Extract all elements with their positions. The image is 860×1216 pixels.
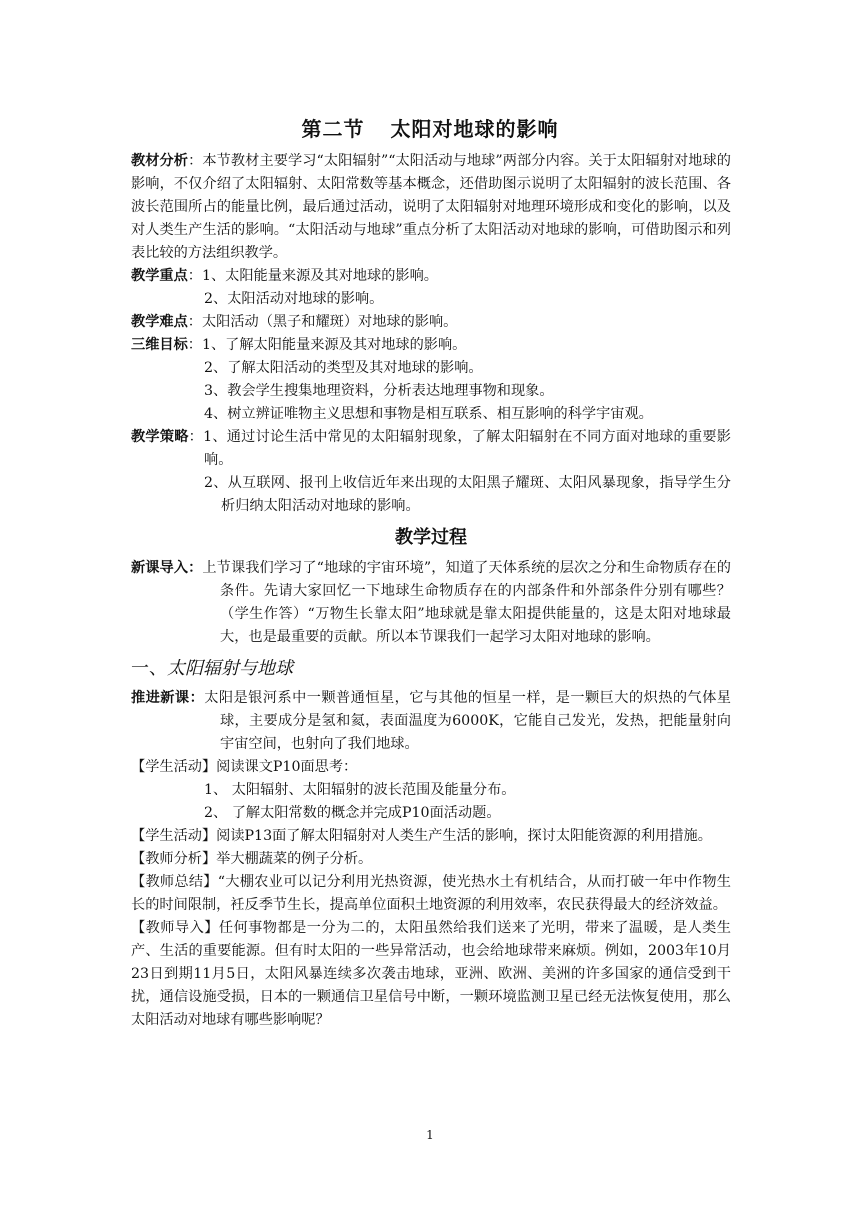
key-point-item: 2、太阳活动对地球的影响。 bbox=[204, 291, 384, 307]
strategy-item: ：1、通过讨论生活中常见的太阳辐射现象，了解太阳辐射在不同方面对地球的重要影响。 bbox=[188, 429, 731, 468]
title-text: 太阳对地球的影响 bbox=[390, 117, 559, 141]
difficulty-text: ：太阳活动（黑子和耀斑）对地球的影响。 bbox=[187, 314, 458, 330]
teacher-intro: 【教师导入】任何事物都是一分为二的，太阳虽然给我们送来了光明，带来了温暖，是人类生产、生活的重要能源。但有时太阳的一些异常活动，也会给地球带来麻烦。例如，2003年10月23日到期11月5日，太阳风暴连续多次袭击地球，亚洲、欧洲、美洲的许多国家的通信受到干扰，通信设施受损，日本的一颗通信卫星信号中断，一颗环境监测卫星已经无法恢复使用，那么太阳活动对地球有哪些影响呢？ bbox=[131, 920, 731, 1028]
activity-item: 2、 了解太阳常数的概念并完成P10面活动题。 bbox=[204, 805, 501, 821]
document-body bbox=[131, 150, 731, 1032]
analysis-text: ：本节教材主要学习“太阳辐射”“太阳活动与地球”两部分内容。关于太阳辐射对地球的影响，不仅介绍了太阳辐射、太阳常数等基本概念，还借助图示说明了太阳辐射的波长范围、各波长范围所占的能量比例，最后通过活动，说明了太阳辐射对地理环境形成和变化的影响，以及对人类生产生活的影响。“太阳活动与地球”重点分析了太阳活动对地球的影响，可借助图示和列表比较的方法组织教学。 bbox=[131, 153, 731, 261]
strategy-label: 教学策略 bbox=[131, 429, 189, 445]
section-number: 一、 bbox=[131, 658, 167, 679]
goal-item: 3、教会学生搜集地理资料，分析表达地理事物和现象。 bbox=[204, 383, 554, 399]
process-heading: 教学过程 bbox=[395, 527, 467, 548]
student-activity-2: 【学生活动】阅读P13面了解太阳辐射对人类生产生活的影响，探讨太阳能资源的利用措施。 bbox=[131, 828, 712, 844]
goal-item: 4、树立辨证唯物主义思想和事物是相互联系、相互影响的科学宇宙观。 bbox=[204, 406, 653, 422]
goal-item: ：1、了解太阳能量来源及其对地球的影响。 bbox=[187, 337, 467, 353]
intro-text: 上节课我们学习了“地球的宇宙环境”，知道了天体系统的层次之分和生命物质存在的条件。先请大家回忆一下地球生命物质存在的内部条件和外部条件分别有哪些？（学生作答）“万物生长靠太阳”地球就是靠太阳提供能量的，这是太阳对地球最大，也是最重要的贡献。所以本节课我们一起学习太阳对地球的影响。 bbox=[202, 560, 731, 645]
teacher-analysis: 【教师分析】举大棚蔬菜的例子分析。 bbox=[131, 851, 373, 867]
page-number: 1 bbox=[426, 1128, 434, 1142]
goal-item: 2、了解太阳活动的类型及其对地球的影响。 bbox=[204, 360, 483, 376]
key-point-item: ：1、太阳能量来源及其对地球的影响。 bbox=[187, 268, 438, 284]
key-points-label: 教学重点 bbox=[131, 268, 188, 284]
section-title: 太阳辐射与地球 bbox=[167, 658, 293, 679]
analysis-label: 教材分析 bbox=[131, 153, 189, 169]
page-title bbox=[0, 113, 860, 142]
activity-item: 1、 太阳辐射、太阳辐射的波长范围及能量分布。 bbox=[204, 782, 516, 798]
push-paragraph bbox=[131, 687, 731, 756]
teacher-summary: 【教师总结】“大棚农业可以记分利用光热资源，使光热水土有机结合，从而打破一年中作物生长的时间限制，衽反季节生长，提高单位面积土地资源的利用效率，农民获得最大的经济效益。 bbox=[131, 874, 731, 913]
goals-line-1 bbox=[131, 334, 731, 357]
title-section-number: 第二节 bbox=[301, 117, 365, 141]
goals-label: 三维目标 bbox=[131, 337, 188, 353]
section-heading bbox=[131, 655, 731, 683]
push-text: 太阳是银河系中一颗普通恒星，它与其他的恒星一样，是一颗巨大的炽热的气体星球，主要成分是氢和氦，表面温度为6000K，它能自己发光，发热，把能量射向宇宙空间，也射向了我们地球。 bbox=[204, 690, 731, 752]
intro-paragraph bbox=[131, 557, 731, 649]
difficulty-label: 教学难点 bbox=[131, 314, 188, 330]
push-label: 推进新课： bbox=[131, 690, 205, 706]
strategy-item: 2、从互联网、报刊上收信近年来出现的太阳黑子耀斑、太阳风暴现象，指导学生分析归纳太阳活动对地球的影响。 bbox=[204, 475, 731, 514]
student-activity-1: 【学生活动】阅读课文P10面思考： bbox=[131, 759, 358, 775]
strategy-line-1 bbox=[131, 426, 731, 472]
key-points-line-1 bbox=[131, 265, 731, 288]
difficulty-line bbox=[131, 311, 731, 334]
analysis-paragraph bbox=[131, 150, 731, 265]
intro-label: 新课导入： bbox=[131, 560, 203, 576]
